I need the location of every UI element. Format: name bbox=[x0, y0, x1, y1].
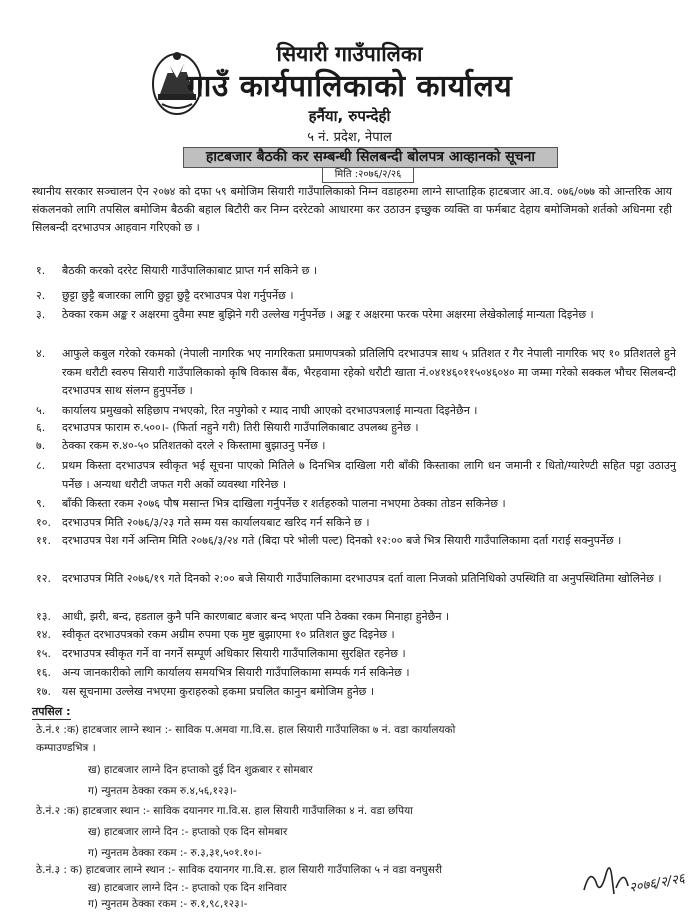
schedule-line: ठे.नं.१ :क) हाटबजार लाग्ने स्थान :- साविक प.अमवा गा.वि.स. हाल सियारी गाउँपालिका ७ नं. वडा कार्यालयको bbox=[36, 724, 456, 736]
schedule-line: ख) हाटबजार लाग्ने दिन :- हप्ताको एक दिन शनिवार bbox=[88, 882, 287, 894]
list-item bbox=[36, 402, 676, 421]
item-text: दरभाउपत्र फाराम रु.५००।- (फिर्ता नहुने गरी) तिरी सियारी गाउँपालिकाबाट उपलब्ध हुनेछ । bbox=[62, 421, 419, 434]
item-number: ३. bbox=[36, 308, 46, 321]
item-number: १०. bbox=[36, 516, 51, 529]
list-item bbox=[36, 608, 676, 627]
schedule-line: ग) न्युनतम ठेक्का रकम :- रु.१,९८,१२३।- bbox=[88, 898, 248, 910]
list-item bbox=[36, 437, 676, 456]
schedule-line: ग) न्युनतम ठेक्का रकम रु.४,५६,१२३।- bbox=[88, 785, 237, 797]
item-number: ८. bbox=[36, 459, 46, 472]
schedule-line: ग) न्युनतम ठेक्का रकम :- रु.३,३१,५०१.१०।- bbox=[88, 847, 262, 859]
item-text: आधी, झरी, बन्द, हडताल कुनै पनि कारणबाट बजार बन्द भएता पनि ठेक्का रकम मिनाहा हुनेछैन । bbox=[62, 610, 450, 623]
intro-paragraph: स्थानीय सरकार सञ्चालन ऐन २०७४ को दफा ५९ बमोजिम सियारी गाउँपालिकाको निम्न वडाहरुमा लाग्ने साप्ताहिक हाटबजार आ.व. ०७६/०७७ को आन्तरिक आय संकलनको लागि तपसिल बमोजिम बैठकी बहाल बिटौरी कर निम्न दररेटको आधारमा कर उठाउन इच्छुक व्यक्ति वा फर्मबाट देहाय बमोजिमको शर्तको अधिनमा रही सिलबन्दी दरभाउपत्र आहवान गरिएको छ । bbox=[32, 185, 672, 234]
item-text: प्रथम किस्ता दरभाउपत्र स्वीकृत भई सूचना पाएको मितिले ७ दिनभित्र दाखिला गरी बाँकी किस्ताका लागि धन जमानी र धितो/ग्यारेण्टी सहित पट्टा उठाउनु पर्नेछ । अन्यथा धरौटी जफत गरी अर्को व्यवस्था गरिनेछ । bbox=[62, 459, 676, 491]
schedule-line: ठे.नं.२ :क) हाटबजार स्थान :- साविक दयानगर गा.वि.स. हाल सियारी गाउँपालिका ४ नं. वडा छपिया bbox=[36, 805, 413, 817]
list-item bbox=[36, 645, 676, 664]
signature-date: २०७६/२/२६ bbox=[628, 871, 686, 896]
item-number: १४. bbox=[36, 628, 51, 641]
item-text: आफुले कबुल गरेको रकमको (नेपाली नागरिक भए नागरिकता प्रमाणपत्रको प्रतिलिपि दरभाउपत्र साथ ५ प्रतिशत र गैर नेपाली नागरिक भए १० प्रतिशतले हुने रकम धरौटी स्वरुप सियारी गाउँपालिकाको कृषि विकास बैंक, भैरहवामा रहेको धरौटी खाता नं.०४१४६०११५०४६०४० मा जम्मा गरेको सक्कल भौचर सिलबन्दी दरभाउपत्र साथ संलग्न हुनुपर्नेछ । bbox=[62, 347, 676, 397]
office-title: गाउँ कार्यपालिकाको कार्यालय bbox=[186, 69, 513, 104]
list-item bbox=[36, 532, 676, 551]
item-text: दरभाउपत्र स्वीकृत गर्ने वा नगर्ने सम्पूर्ण अधिकार सियारी गाउँपालिकामा सुरक्षित रहनेछ । bbox=[62, 647, 406, 660]
list-item bbox=[36, 626, 676, 645]
item-number: १. bbox=[36, 264, 46, 277]
list-item bbox=[36, 419, 676, 438]
item-number: ७. bbox=[36, 439, 46, 452]
schedule-line: ख) हाटबजार लाग्ने दिन हप्ताको दुई दिन शुक्रबार र सोमबार bbox=[88, 764, 313, 776]
signature-icon bbox=[576, 838, 696, 908]
list-item bbox=[36, 287, 676, 306]
list-item bbox=[36, 495, 676, 514]
item-text: ठेक्का रकम रु.४०-५० प्रतिशतको दरले २ किस्तामा बुझाउनु पर्नेछ । bbox=[62, 439, 326, 452]
item-text: स्वीकृत दरभाउपत्रको रकम अग्रीम रुपमा एक मुष्ट बुझाएमा १० प्रतिशत छुट दिइनेछ । bbox=[62, 628, 395, 641]
item-text: कार्यालय प्रमुखको सहिछाप नभएको, रित नपुगेको र म्याद नाघी आएको दरभाउपत्रलाई मान्यता दिइनेछैन । bbox=[62, 404, 478, 417]
province-line: ५ नं. प्रदेश, नेपाल bbox=[307, 130, 392, 145]
item-number: ११. bbox=[36, 534, 51, 547]
municipality-name: सियारी गाउँपालिका bbox=[276, 42, 423, 66]
item-number: १२. bbox=[36, 572, 51, 585]
item-number: ५. bbox=[36, 404, 46, 417]
item-number: ९. bbox=[36, 497, 46, 510]
notice-date: मिति :२०७६/२/२६ bbox=[322, 167, 414, 183]
item-text: बाँकी किस्ता रकम २०७६ पौष मसान्त भित्र दाखिला गर्नुपर्नेछ र शर्तहरुको पालना नभएमा ठेक्का तोडन सकिनेछ । bbox=[62, 497, 506, 510]
list-item bbox=[36, 306, 676, 325]
schedule-line: कम्पाउण्डभित्र । bbox=[36, 742, 96, 754]
list-item bbox=[36, 262, 676, 281]
office-location: हर्नैया, रुपन्देही bbox=[308, 107, 391, 125]
notice-title: हाटबजार बैठकी कर सम्बन्धी सिलबन्दी बोलपत्र आव्हानको सूचना bbox=[183, 147, 558, 168]
item-number: ४. bbox=[36, 347, 46, 360]
item-text: दरभाउपत्र मिति २०७६/३/२३ गते सम्म यस कार्यालयबाट खरिद गर्न सकिने छ । bbox=[62, 516, 370, 529]
item-number: १३. bbox=[36, 610, 51, 623]
list-item bbox=[36, 514, 676, 533]
item-number: ६. bbox=[36, 421, 46, 434]
item-number: १६. bbox=[36, 666, 51, 679]
schedule-line: ख) हाटबजार लाग्ने दिन :- हप्ताको एक दिन सोमबार bbox=[88, 826, 288, 838]
schedule-line: ठे.नं.३ : क) हाटबजार लाग्ने स्थान :- साविक दयानगर गा.वि.स. हाल सियारी गाउँपालिका ५ नं वडा वनघुसरी bbox=[36, 864, 442, 876]
list-item bbox=[36, 664, 676, 683]
list-item bbox=[36, 683, 676, 702]
item-text: ठेक्का रकम अङ्क र अक्षरमा दुवैमा स्पष्ट बुझिने गरी उल्लेख गर्नुपर्नेछ । अङ्क र अक्षरमा फरक परेमा अक्षरमा लेखेकोलाई मान्यता दिइनेछ । bbox=[62, 308, 594, 321]
list-item bbox=[36, 570, 676, 589]
item-number: १५. bbox=[36, 647, 51, 660]
item-text: दरभाउपत्र मिति २०७६/१९ गते दिनको २:०० बजे सियारी गाउँपालिकामा दरभाउपत्र दर्ता वाला निजको प्रतिनिधिको उपस्थिति वा अनुपस्थितिमा खोलिनेछ । bbox=[62, 572, 662, 585]
schedule-heading: तपसिल : bbox=[32, 705, 71, 718]
item-text: यस सूचनामा उल्लेख नभएमा कुराहरुको हकमा प्रचलित कानुन बमोजिम हुनेछ । bbox=[62, 685, 375, 698]
item-text: दरभाउपत्र पेश गर्ने अन्तिम मिति २०७६/३/२४ गते (बिदा परे भोली पल्ट) दिनको १२:०० बजे भित्र सियारी गाउँपालिकामा दर्ता गराई सक्नुपर्नेछ । bbox=[62, 534, 622, 547]
item-number: १७. bbox=[36, 685, 51, 698]
item-text: छुट्टा छुट्टै बजारका लागि छुट्टा छुट्टै दरभाउपत्र पेश गर्नुपर्नेछ । bbox=[62, 289, 294, 302]
list-item bbox=[36, 345, 676, 401]
item-text: अन्य जानकारीको लागि कार्यालय समयभित्र सियारी गाउँपालिकामा सम्पर्क गर्न सकिनेछ । bbox=[62, 666, 410, 679]
list-item bbox=[36, 457, 676, 494]
item-number: २. bbox=[36, 289, 46, 302]
item-text: बैठकी करको दररेट सियारी गाउँपालिकाबाट प्राप्त गर्न सकिने छ । bbox=[62, 264, 318, 277]
